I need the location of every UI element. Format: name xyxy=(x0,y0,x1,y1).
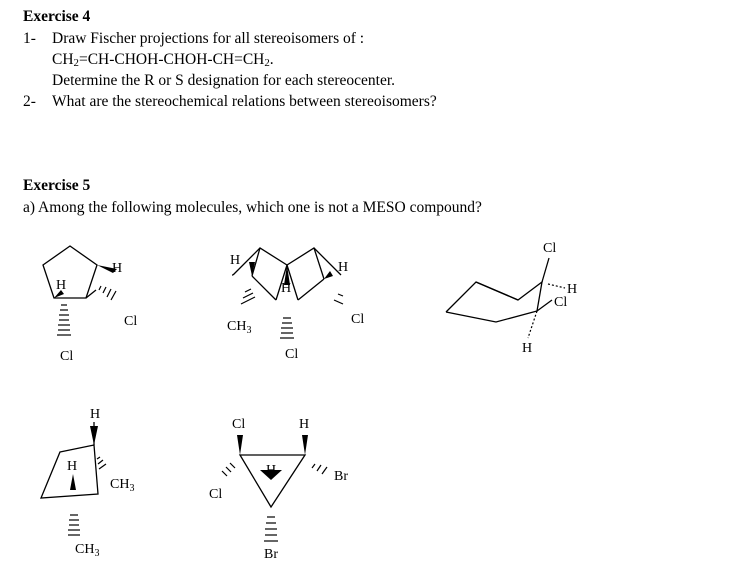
m3-cl-top: Cl xyxy=(543,241,557,256)
m5-h-top-right: H xyxy=(299,417,310,432)
molecule-3 xyxy=(446,258,568,338)
m4-ch3-right: $CH_3$ xyxy=(110,477,135,494)
q2-text: What are the stereochemical relations between stereoisomers? xyxy=(52,93,437,110)
molecule-5 xyxy=(222,435,327,541)
m2-h-mid: H xyxy=(281,281,292,296)
m5-br-bottom: Br xyxy=(264,547,278,562)
exercise5-title: Exercise 5 xyxy=(23,177,91,194)
q1-formula: $CH_2=CH-CHOH-CHOH-CH=CH_2$. xyxy=(52,51,274,70)
m3-h-bottom: H xyxy=(522,341,533,356)
m1-h-top: H xyxy=(112,261,123,276)
m1-cl-bottom: Cl xyxy=(60,349,74,364)
m2-cl-mid: Cl xyxy=(285,347,299,362)
m2-ch3: $CH_3$ xyxy=(227,319,252,336)
exercise5-question: a) Among the following molecules, which one is not a MESO compound? xyxy=(23,199,482,216)
m4-ch3-bottom: $CH_3$ xyxy=(75,542,100,559)
m5-br-right: Br xyxy=(334,469,348,484)
q1-number: 1- xyxy=(23,30,36,47)
m4-h-left: H xyxy=(67,459,78,474)
m4-h-top: H xyxy=(90,407,101,422)
molecule-1 xyxy=(43,246,117,335)
m3-h-right: H xyxy=(567,282,578,297)
m5-cl-left: Cl xyxy=(209,487,223,502)
m3-cl-right: Cl xyxy=(554,295,568,310)
molecule-4 xyxy=(41,422,106,535)
m2-h-top-left: H xyxy=(230,253,241,268)
m2-h-top-right: H xyxy=(338,260,349,275)
m5-h-mid: H xyxy=(266,463,277,478)
m2-cl-right: Cl xyxy=(351,312,365,327)
exercise4-title: Exercise 4 xyxy=(23,8,91,25)
m1-h-left: H xyxy=(56,278,67,293)
q2-number: 2- xyxy=(23,93,36,110)
q1-text: Draw Fischer projections for all stereoisomers of : xyxy=(52,30,365,47)
m5-cl-top: Cl xyxy=(232,417,246,432)
q1-followup: Determine the R or S designation for each stereocenter. xyxy=(52,72,396,89)
m1-cl-right: Cl xyxy=(124,314,138,329)
